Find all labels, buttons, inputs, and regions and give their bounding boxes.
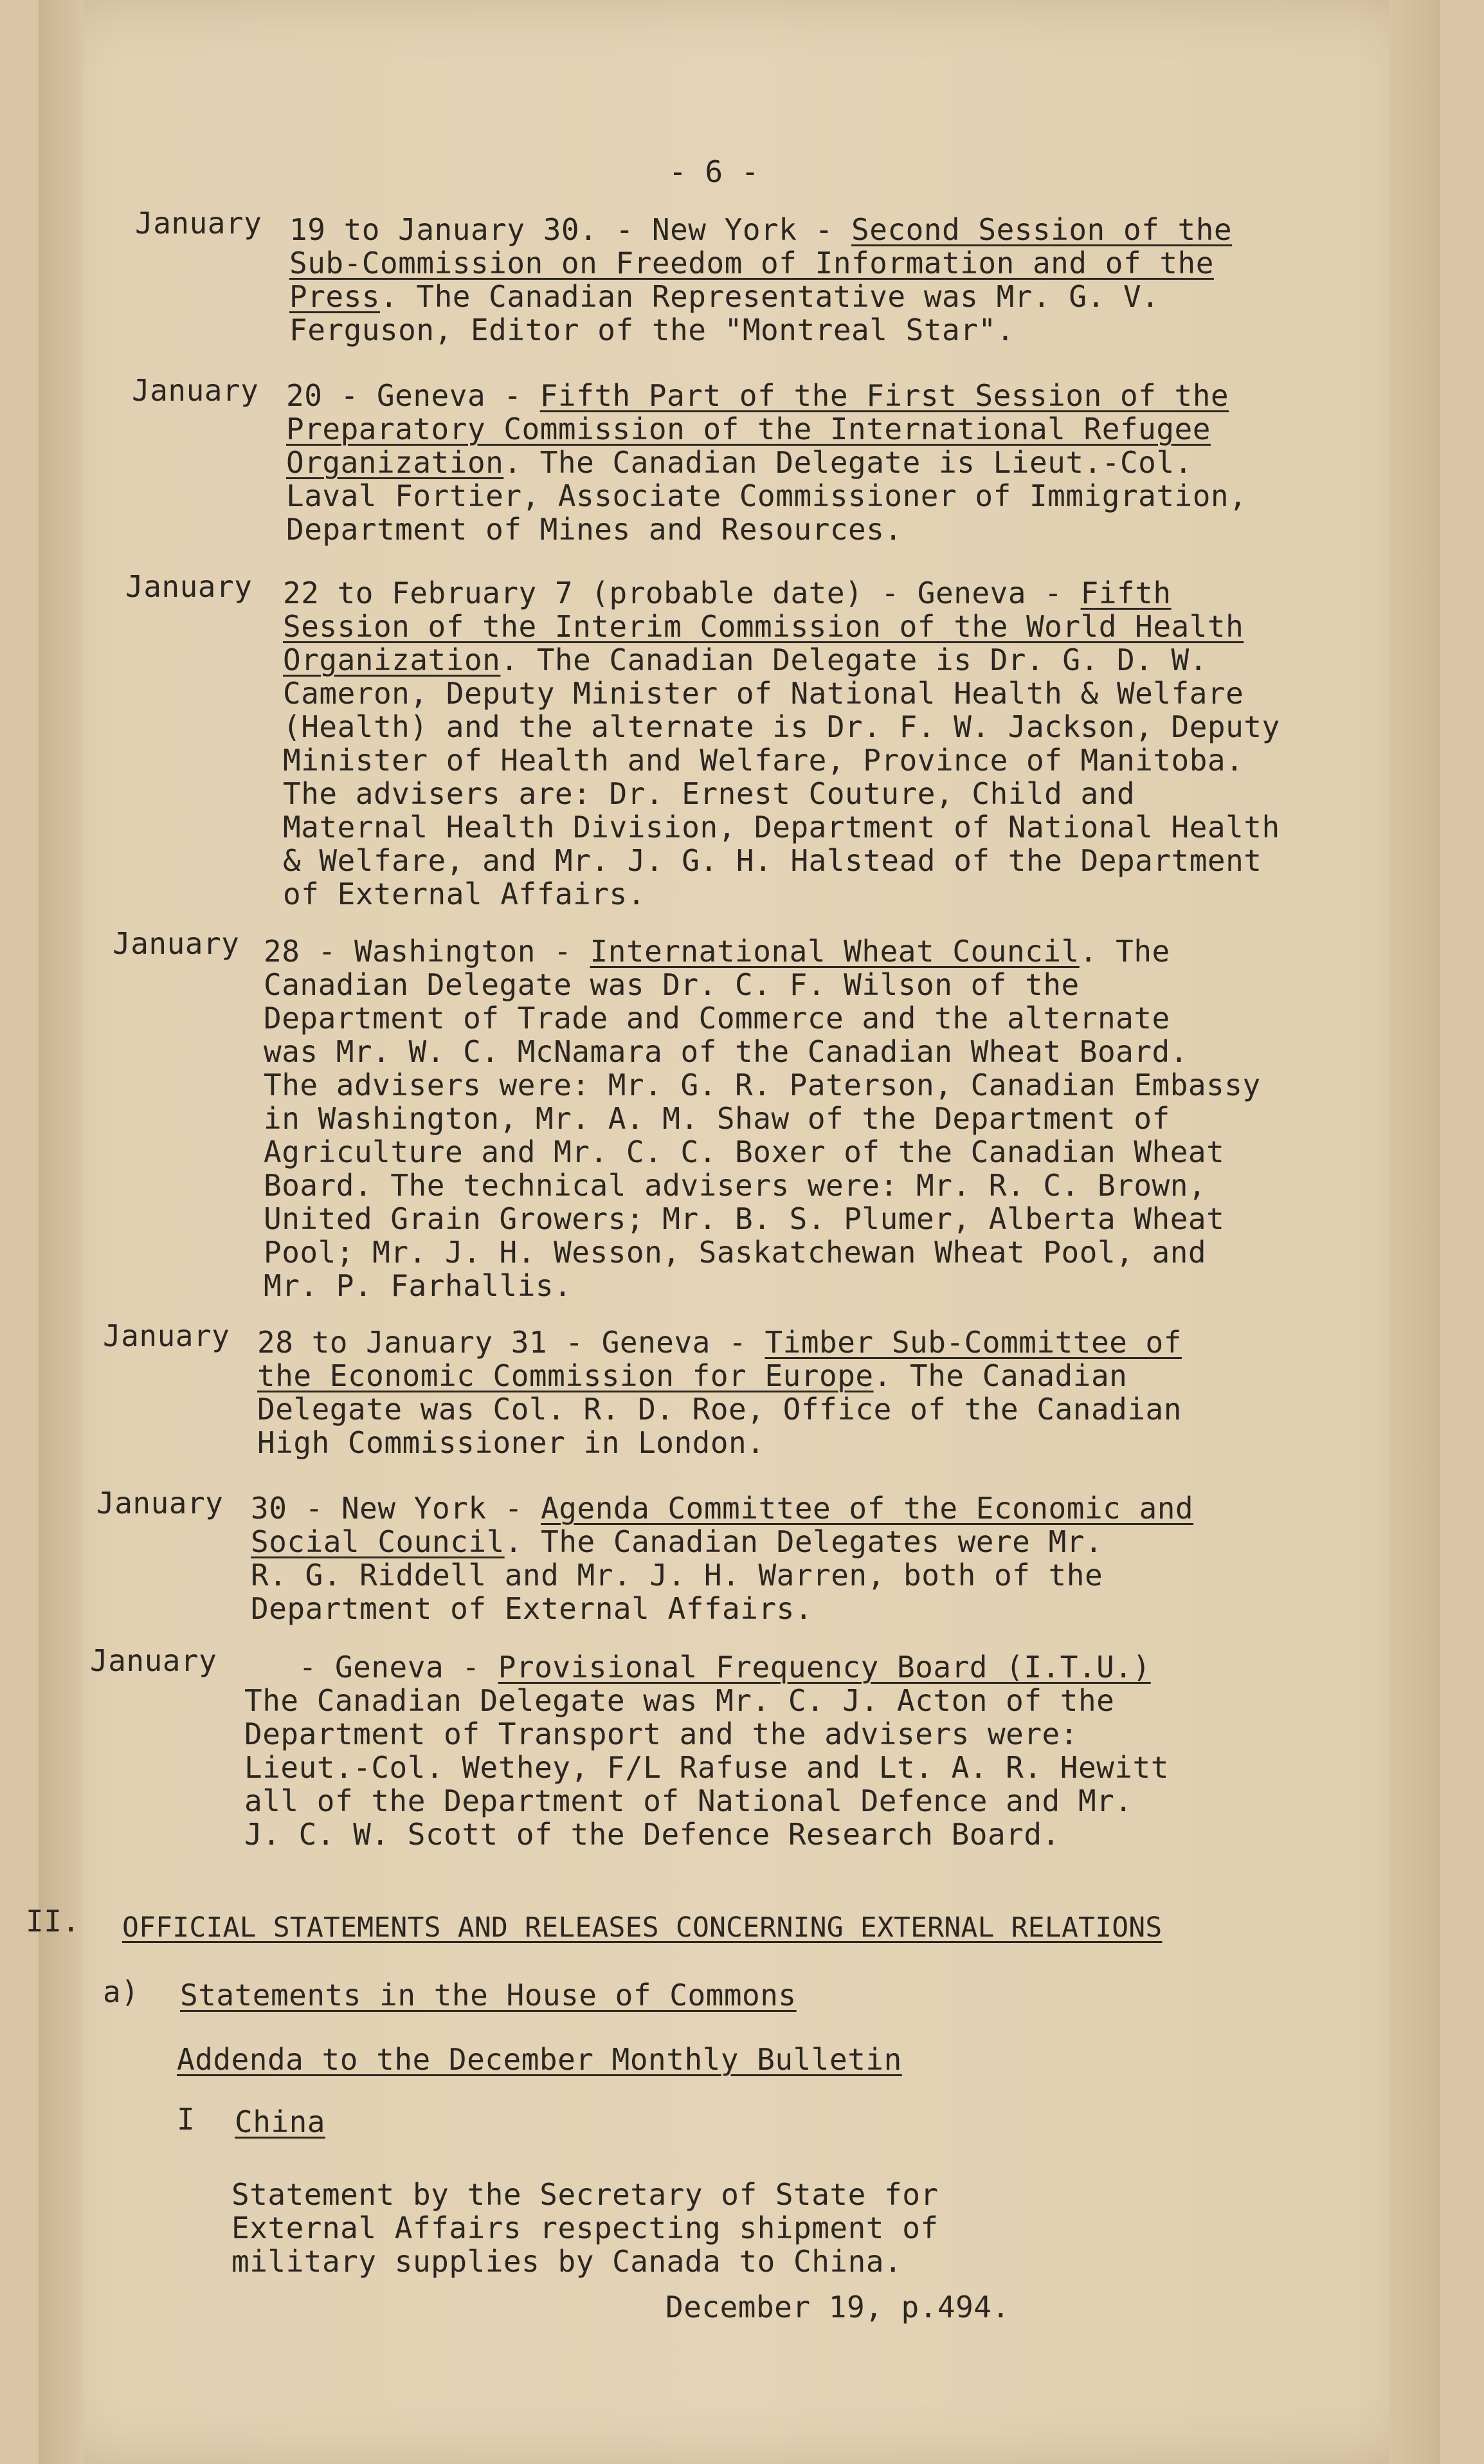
entry-line [286, 378, 1229, 414]
entry-text: J. C. W. Scott of the Defence Research Board. [244, 1817, 1060, 1852]
entry-date: January [90, 1643, 217, 1678]
entry-line [257, 1425, 765, 1461]
entry-line [283, 709, 1280, 745]
addenda-heading: Addenda to the December Monthly Bulletin [177, 2042, 902, 2077]
entry-text: Department of External Affairs. [251, 1591, 813, 1626]
entry-text: Board. The technical advisers were: Mr. R. C. Brown, [264, 1168, 1207, 1203]
statement-reference: December 19, p.494. [665, 2290, 1010, 2324]
entry-line [264, 1235, 1206, 1270]
entry-text: The Canadian Delegate was Mr. C. J. Acton of the [244, 1683, 1115, 1718]
entry-date: January [132, 373, 259, 408]
entry-line [286, 479, 1247, 514]
entry-text: in Washington, Mr. A. M. Shaw of the Department of [264, 1101, 1170, 1136]
underlined-title: International Wheat Council [590, 934, 1080, 969]
page-left-edge [39, 0, 84, 2464]
entry-line [264, 1268, 572, 1304]
entry-text: 28 - Washington - [264, 934, 590, 969]
entry-line [283, 676, 1244, 711]
subsection-a-title: Statements in the House of Commons [180, 1978, 797, 2012]
entry-text: (Health) and the alternate is Dr. F. W. Jackson, Deputy [283, 709, 1280, 744]
entry-text: High Commissioner in London. [257, 1425, 765, 1460]
entry-text: The advisers are: Dr. Ernest Couture, Child and [283, 776, 1136, 811]
entry-text: was Mr. W. C. McNamara of the Canadian Wheat Board. [264, 1034, 1188, 1069]
entry-line [264, 1201, 1224, 1237]
entry-text: Department of Trade and Commerce and the alternate [264, 1001, 1170, 1036]
entry-text: of External Affairs. [283, 877, 646, 911]
entry-text: United Grain Growers; Mr. B. S. Plumer, Alberta Wheat [264, 1201, 1225, 1236]
entry-date: January [103, 1319, 230, 1353]
entry-line [289, 313, 1015, 348]
entry-date: January [135, 206, 262, 241]
entry-line [289, 212, 1232, 248]
underlined-title: Preparatory Commission of the International Refugee [286, 412, 1211, 446]
entry-line [283, 643, 1208, 678]
entry-text: 20 - Geneva - [286, 378, 540, 413]
entry-line [251, 1558, 1103, 1593]
underlined-title: Organization [286, 445, 504, 480]
entry-text: Delegate was Col. R. D. Roe, Office of the Canadian [257, 1392, 1182, 1427]
entry-line [283, 776, 1135, 812]
underlined-title: Press [289, 279, 380, 314]
entry-text: Minister of Health and Welfare, Province of Manitoba. [283, 743, 1244, 778]
underlined-title: Timber Sub-Committee of [765, 1325, 1182, 1360]
entry-text: & Welfare, and Mr. J. G. H. Halstead of the Department [283, 843, 1262, 878]
entry-text: Maternal Health Division, Department of National Health [283, 810, 1280, 844]
entry-text: . The Canadian Delegate is Dr. G. D. W. [500, 643, 1208, 677]
item-title: China [235, 2104, 325, 2139]
entry-line [244, 1750, 1169, 1785]
page-right-edge [1389, 0, 1440, 2464]
entry-line [244, 1817, 1060, 1852]
entry-line [264, 1101, 1170, 1136]
entry-text: - Geneva - [244, 1650, 498, 1684]
underlined-title: Organization [283, 643, 501, 677]
entry-text: 19 to January 30. - New York - [289, 212, 852, 247]
underlined-title: Sub-Commission on Freedom of Information and of the [289, 246, 1214, 280]
entry-line [264, 967, 1080, 1003]
underlined-title: Session of the Interim Commission of the World Health [283, 609, 1244, 644]
entry-line [251, 1591, 813, 1627]
underlined-title: Agenda Committee of the Economic and [541, 1491, 1194, 1526]
entry-date: January [96, 1486, 224, 1520]
entry-line [283, 609, 1244, 644]
statement-line: military supplies by Canada to China. [231, 2244, 903, 2279]
entry-text: all of the Department of National Defence and Mr. [244, 1784, 1133, 1818]
entry-date: January [113, 926, 240, 961]
item-numeral: I [177, 2102, 195, 2137]
entry-text: 28 to January 31 - Geneva - [257, 1325, 765, 1360]
entry-text: Agriculture and Mr. C. C. Boxer of the Canadian Wheat [264, 1135, 1225, 1169]
entry-text: Canadian Delegate was Dr. C. F. Wilson of the [264, 967, 1080, 1002]
entry-text: Lieut.-Col. Wethey, F/L Rafuse and Lt. A. R. Hewitt [244, 1750, 1169, 1785]
statement-line: External Affairs respecting shipment of [231, 2211, 939, 2245]
underlined-title: Provisional Frequency Board (I.T.U.) [498, 1650, 1151, 1684]
entry-line [244, 1683, 1114, 1719]
entry-text: . The Canadian Representative was Mr. G. V. [379, 279, 1160, 314]
entry-text: R. G. Riddell and Mr. J. H. Warren, both of the [251, 1558, 1103, 1592]
entry-text: . The [1079, 934, 1170, 969]
entry-line [257, 1392, 1182, 1427]
entry-text: The advisers were: Mr. G. R. Paterson, Canadian Embassy [264, 1068, 1261, 1102]
entry-line [251, 1524, 1103, 1560]
underlined-title: Social Council [251, 1524, 505, 1559]
entry-line [257, 1325, 1182, 1360]
entry-text: Laval Fortier, Associate Commissioner of Immigration, [286, 479, 1247, 513]
section-numeral: II. [26, 1904, 80, 1939]
entry-line [286, 445, 1193, 480]
entry-line [283, 743, 1244, 778]
entry-line [244, 1650, 1151, 1685]
entry-text: . The Canadian Delegates were Mr. [504, 1524, 1103, 1559]
entry-line [244, 1784, 1133, 1819]
entry-text: Cameron, Deputy Minister of National Health & Welfare [283, 676, 1244, 711]
entry-line [283, 810, 1280, 845]
entry-text: 22 to February 7 (probable date) - Geneva - [283, 576, 1081, 610]
entry-line [257, 1358, 1127, 1394]
entry-line [286, 512, 903, 547]
entry-line [264, 1068, 1261, 1103]
underlined-title: Fifth Part of the First Session of the [539, 378, 1229, 413]
entry-line [283, 843, 1262, 879]
entry-line [264, 1135, 1224, 1170]
entry-line [283, 877, 646, 912]
section-heading: OFFICIAL STATEMENTS AND RELEASES CONCERNING EXTERNAL RELATIONS [122, 1912, 1163, 1944]
entry-line [251, 1491, 1193, 1526]
entry-line [264, 1001, 1170, 1036]
entry-line [289, 279, 1159, 315]
underlined-title: the Economic Commission for Europe [257, 1358, 874, 1393]
entry-text: Ferguson, Editor of the "Montreal Star". [289, 313, 1015, 347]
entry-line [264, 1034, 1188, 1070]
entry-line [264, 1168, 1206, 1203]
entry-text: . The Canadian [873, 1358, 1128, 1393]
entry-text: Department of Mines and Resources. [286, 512, 903, 547]
underlined-title: Fifth [1080, 576, 1172, 610]
entry-line [264, 934, 1170, 969]
entry-line [289, 246, 1214, 281]
subsection-a-label: a) [103, 1975, 140, 2009]
entry-text: Pool; Mr. J. H. Wesson, Saskatchewan Wheat Pool, and [264, 1235, 1207, 1270]
entry-line [286, 412, 1211, 447]
entry-text: Mr. P. Farhallis. [264, 1268, 572, 1303]
page-number: - 6 - [669, 154, 759, 189]
entry-text: 30 - New York - [251, 1491, 541, 1526]
underlined-title: Second Session of the [851, 212, 1233, 247]
entry-line [283, 576, 1172, 611]
entry-line [244, 1717, 1078, 1752]
statement-line: Statement by the Secretary of State for [231, 2177, 939, 2212]
entry-date: January [125, 569, 253, 604]
entry-text: . The Canadian Delegate is Lieut.-Col. [503, 445, 1193, 480]
entry-text: Department of Transport and the advisers were: [244, 1717, 1078, 1751]
